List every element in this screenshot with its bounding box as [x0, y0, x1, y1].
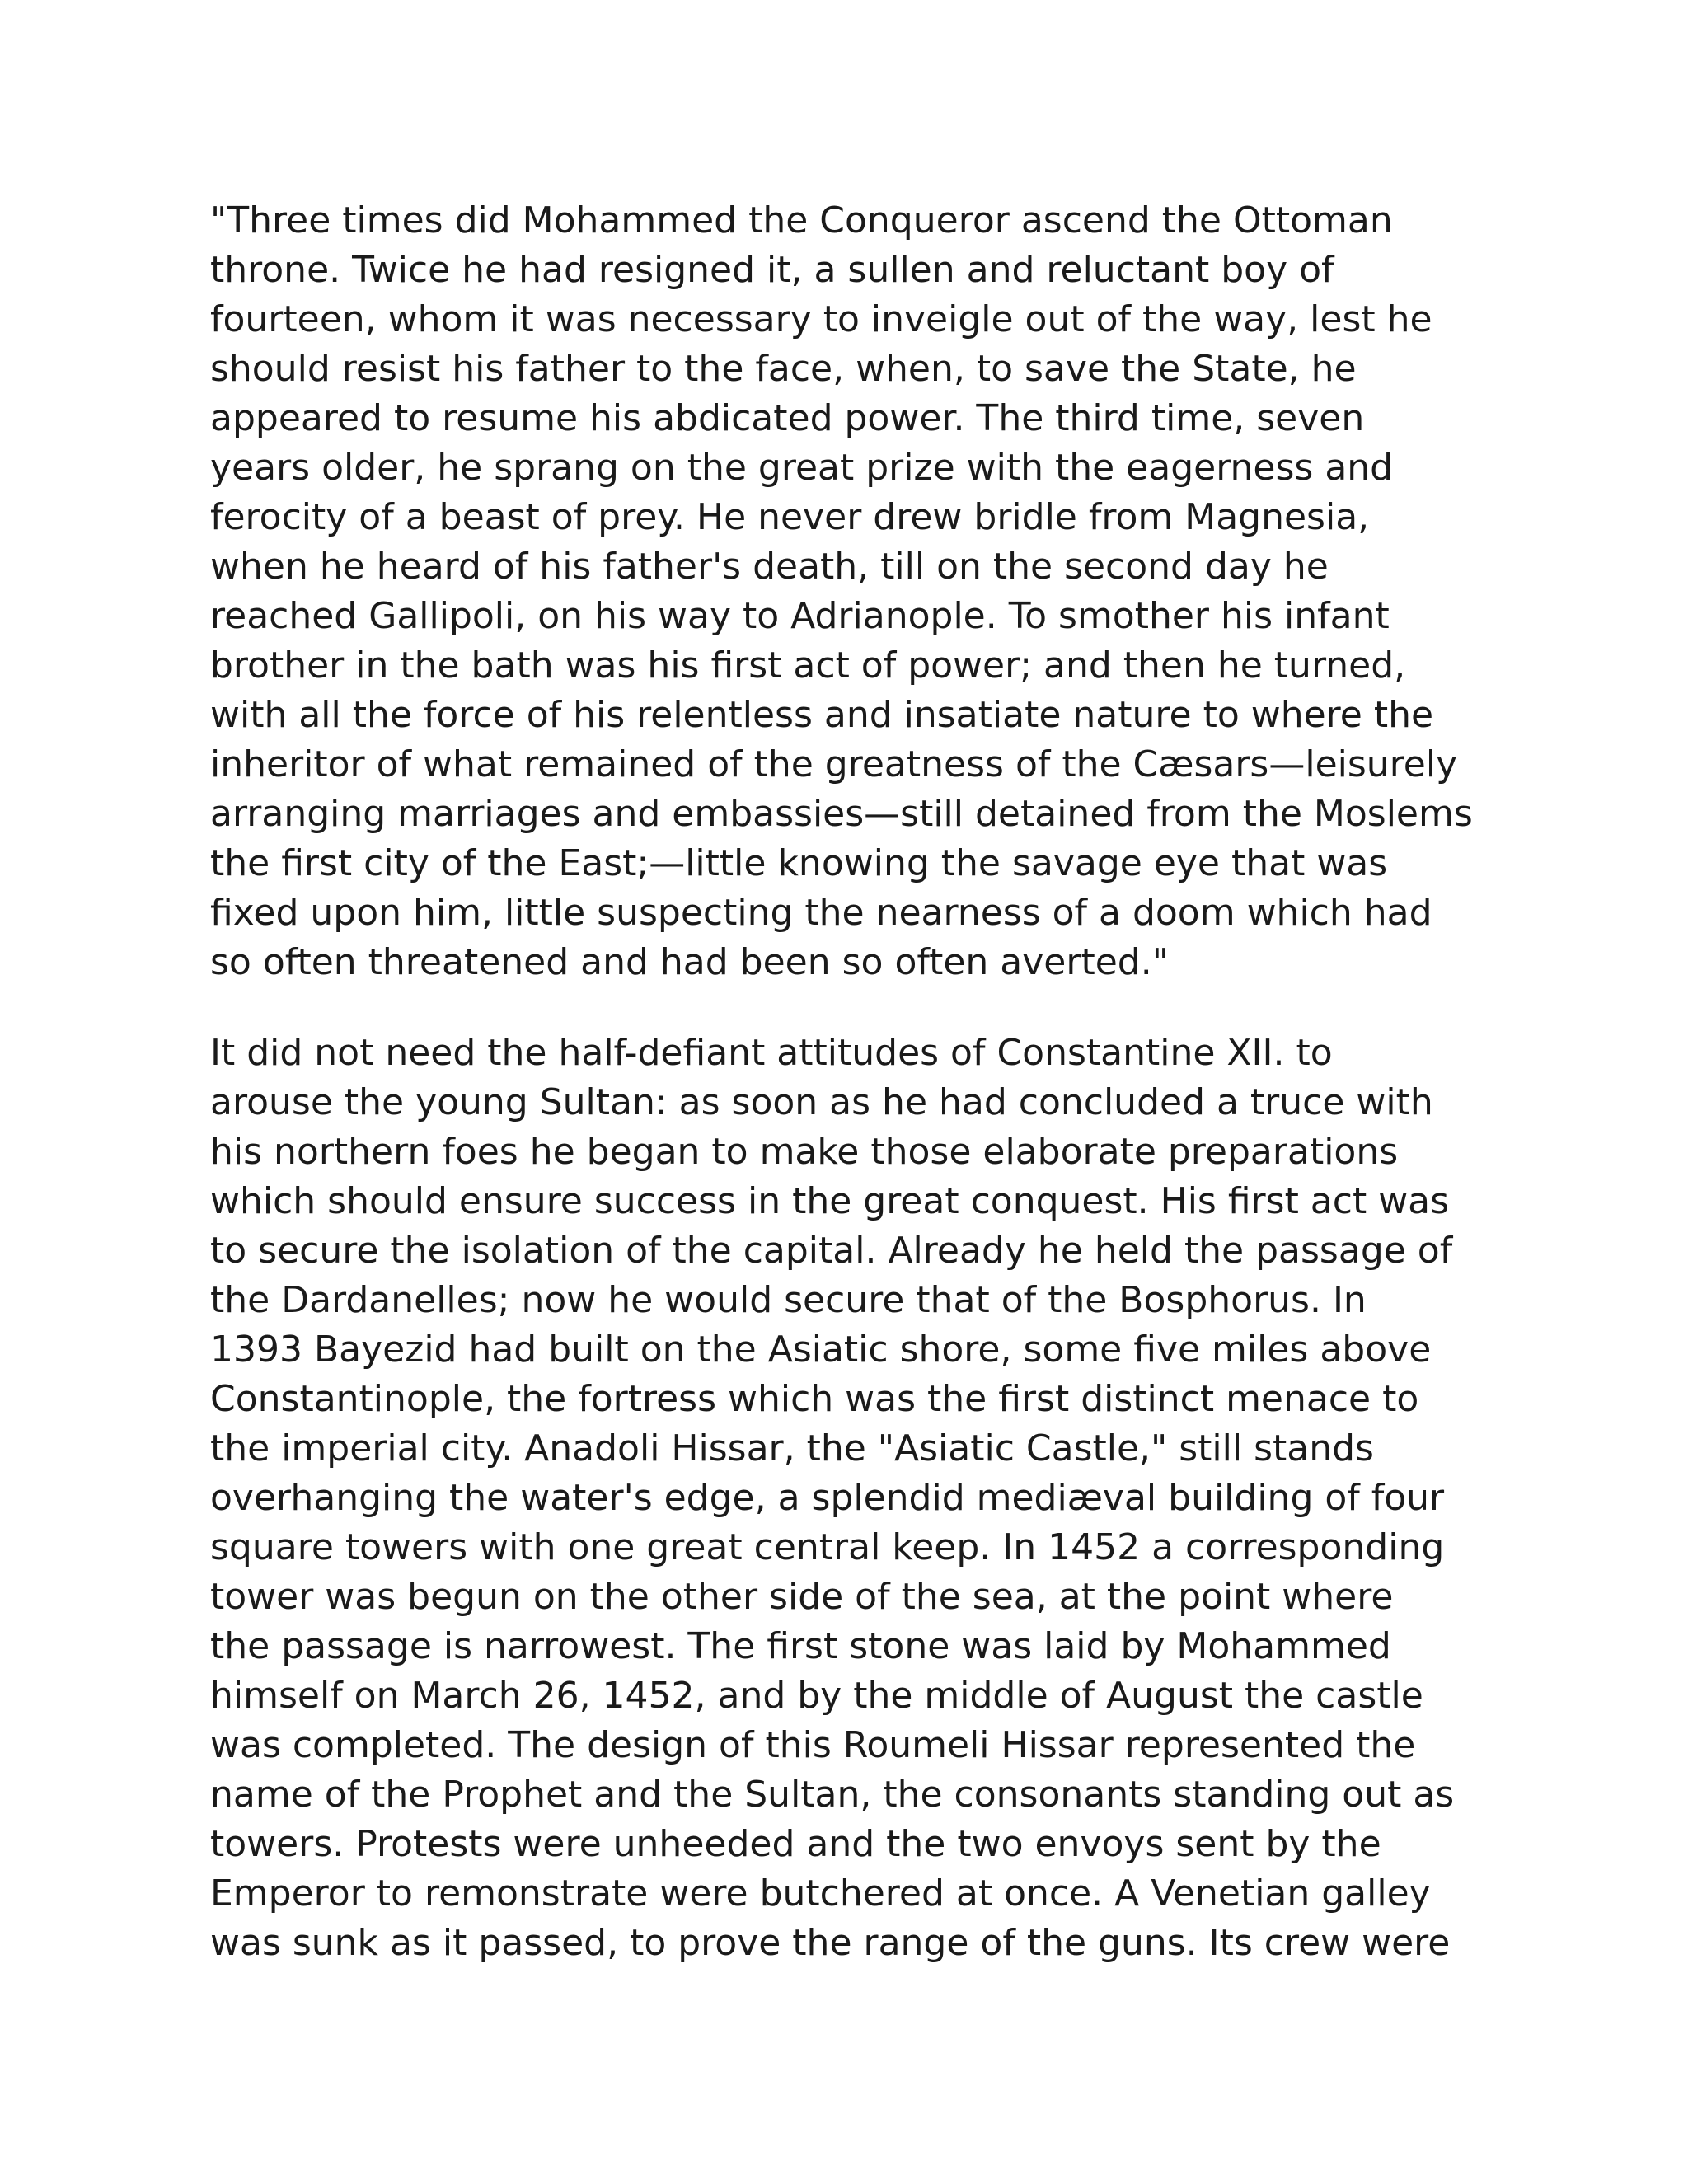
text-line: It did not need the half-defiant attitudes of Constantine XII. to: [210, 1032, 1333, 1074]
text-line: name of the Prophet and the Sultan, the consonants standing out as: [210, 1774, 1455, 1816]
paragraph-spacer: [210, 987, 1496, 1029]
text-line: should resist his father to the face, when, to save the State, he: [210, 348, 1357, 390]
body-text: [210, 196, 1496, 1968]
text-line: reached Gallipoli, on his way to Adrianople. To smother his infant: [210, 595, 1390, 637]
text-line: appeared to resume his abdicated power. The third time, seven: [210, 397, 1365, 439]
text-line: overhanging the water's edge, a splendid mediæval building of four: [210, 1477, 1445, 1519]
text-line: throne. Twice he had resigned it, a sullen and reluctant boy of: [210, 249, 1334, 291]
text-line: fourteen, whom it was necessary to inveigle out of the way, lest he: [210, 298, 1432, 340]
text-line: the first city of the East;—little knowing the savage eye that was: [210, 842, 1388, 884]
text-line: 1393 Bayezid had built on the Asiatic shore, some five miles above: [210, 1329, 1432, 1371]
text-line: Constantinople, the fortress which was the first distinct menace to: [210, 1378, 1419, 1420]
text-line: which should ensure success in the great conquest. His first act was: [210, 1180, 1450, 1222]
paragraph-quote: [210, 196, 1496, 987]
text-line: towers. Protests were unheeded and the two envoys sent by the: [210, 1823, 1381, 1865]
text-line: inheritor of what remained of the greatness of the Cæsars—leisurely: [210, 743, 1458, 785]
text-line: to secure the isolation of the capital. Already he held the passage of: [210, 1230, 1453, 1272]
text-line: tower was begun on the other side of the sea, at the point where: [210, 1576, 1394, 1618]
text-line: brother in the bath was his first act of power; and then he turned,: [210, 644, 1406, 687]
text-line: the passage is narrowest. The first stone was laid by Mohammed: [210, 1625, 1391, 1667]
text-line: years older, he sprang on the great prize with the eagerness and: [210, 447, 1394, 489]
text-line: so often threatened and had been so often averted.": [210, 941, 1169, 983]
text-line: the Dardanelles; now he would secure that of the Bosphorus. In: [210, 1279, 1367, 1321]
text-line: with all the force of his relentless and insatiate nature to where the: [210, 694, 1434, 736]
text-line: ferocity of a beast of prey. He never drew bridle from Magnesia,: [210, 496, 1370, 538]
text-line: Emperor to remonstrate were butchered at once. A Venetian galley: [210, 1872, 1431, 1915]
text-line: himself on March 26, 1452, and by the middle of August the castle: [210, 1675, 1423, 1717]
text-line: arouse the young Sultan: as soon as he had concluded a truce with: [210, 1081, 1433, 1123]
paragraph-narrative: [210, 1029, 1496, 1968]
text-line: the imperial city. Anadoli Hissar, the "Asiatic Castle," still stands: [210, 1427, 1374, 1469]
text-line: arranging marriages and embassies—still detained from the Moslems: [210, 793, 1473, 835]
text-line: "Three times did Mohammed the Conqueror ascend the Ottoman: [210, 199, 1393, 241]
text-line: square towers with one great central keep. In 1452 a corresponding: [210, 1526, 1445, 1568]
text-line: was sunk as it passed, to prove the range of the guns. Its crew were: [210, 1922, 1451, 1964]
text-line: his northern foes he began to make those elaborate preparations: [210, 1131, 1399, 1173]
text-line: was completed. The design of this Roumeli Hissar represented the: [210, 1724, 1416, 1766]
text-line: fixed upon him, little suspecting the nearness of a doom which had: [210, 892, 1432, 934]
text-line: when he heard of his father's death, till on the second day he: [210, 546, 1329, 588]
